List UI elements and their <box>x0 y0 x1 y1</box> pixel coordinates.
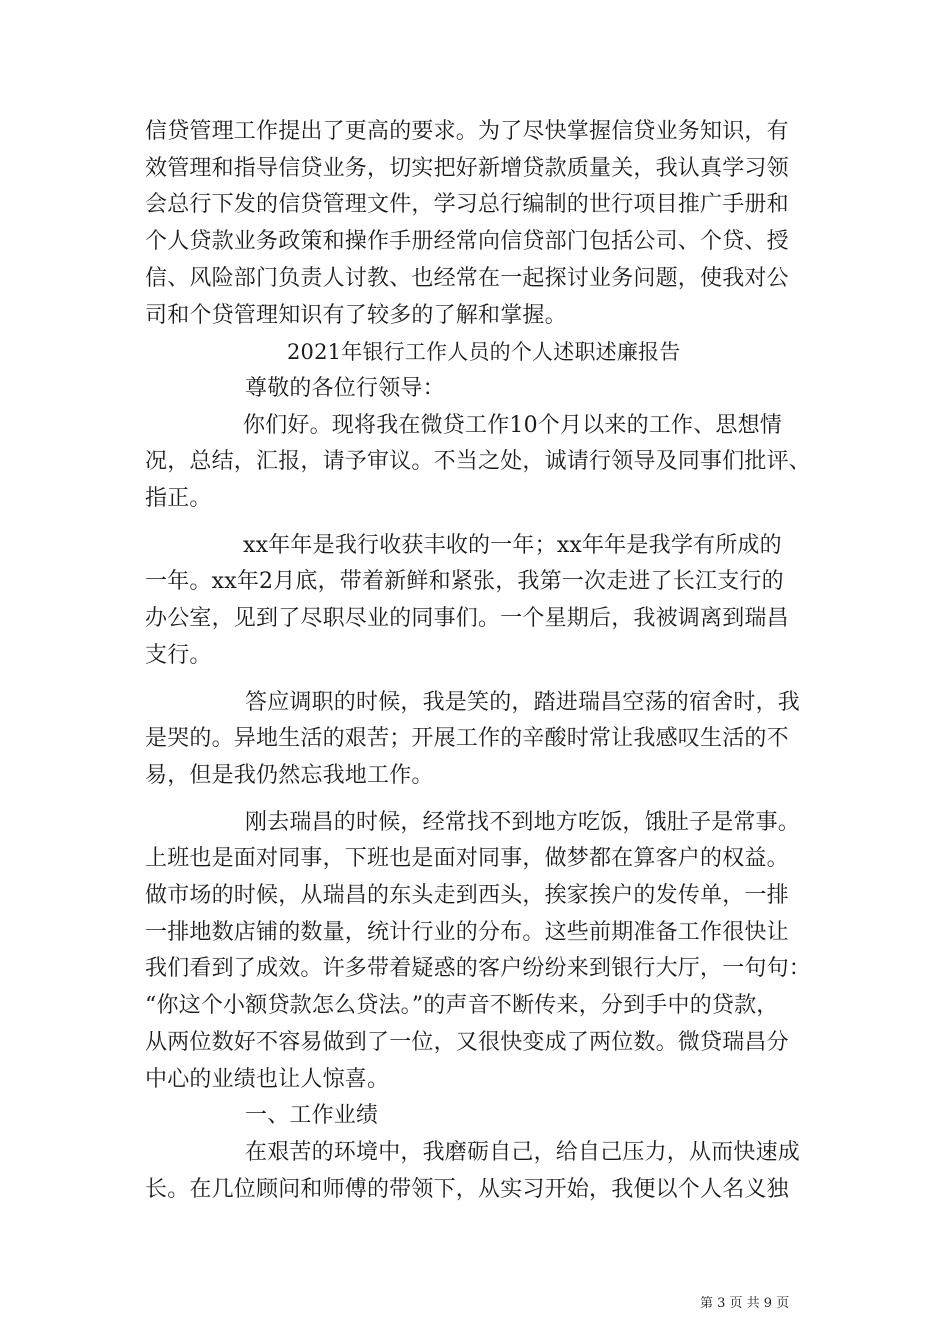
paragraph-gap <box>145 518 825 528</box>
text-line: 上班也是面对同事，下班也是面对同事，做梦都在算客户的权益。 <box>145 846 789 872</box>
text-line: 易，但是我仍然忘我地工作。 <box>145 762 434 788</box>
text-line: 指正。 <box>145 486 212 512</box>
text-line: 答应调职的时候，我是笑的，踏进瑞昌空荡的宿舍时，我 <box>245 689 801 715</box>
text-line: 我们看到了成效。许多带着疑惑的客户纷纷来到银行大厅，一句句： <box>145 956 812 982</box>
text-line: 在艰苦的环境中，我磨砺自己，给自己压力，从而快速成 <box>245 1139 801 1165</box>
text-line: 信贷管理工作提出了更高的要求。为了尽快掌握信贷业务知识，有 <box>145 119 789 144</box>
text-line: 刚去瑞昌的时候，经常找不到地方吃饭，饿肚子是常事。 <box>245 809 801 835</box>
text-line: 一年。xx年2月底，带着新鲜和紧张，我第一次走进了长江支行的 <box>145 569 784 595</box>
text-line: 会总行下发的信贷管理文件，学习总行编制的世行项目推广手册和 <box>145 192 789 218</box>
document-body <box>145 114 825 1208</box>
paragraph-gap <box>145 675 825 685</box>
page-number: 第 3 页 共 9 页 <box>700 1296 790 1311</box>
text-line: 个人贷款业务政策和操作手册经常向信贷部门包括公司、个贷、授 <box>145 229 789 255</box>
text-line: xx年年是我行收获丰收的一年；xx年年是我学有所成的 <box>243 532 782 558</box>
text-line: 你们好。现将我在微贷工作10个月以来的工作、思想情 <box>243 412 782 438</box>
text-line: 长。在几位顾问和师傅的带领下，从实习开始，我便以个人名义独 <box>145 1176 789 1202</box>
document-title: 2021年银行工作人员的个人述职述廉报告 <box>287 340 681 365</box>
text-line: 办公室，见到了尽职尽业的同事们。一个星期后，我被调离到瑞昌 <box>145 606 789 632</box>
text-line: 从两位数好不容易做到了一位，又很快变成了两位数。微贷瑞昌分 <box>145 1029 789 1055</box>
text-line: 做市场的时候，从瑞昌的东头走到西头，挨家挨户的发传单，一排 <box>145 883 789 909</box>
text-line: 效管理和指导信贷业务，切实把好新增贷款质量关，我认真学习领 <box>145 155 789 181</box>
text-line: 况，总结，汇报，请予审议。不当之处，诚请行领导及同事们批评、 <box>145 449 812 475</box>
text-line: “你这个小额贷款怎么贷法。”的声音不断传来，分到手中的贷款， <box>145 993 779 1019</box>
salutation: 尊敬的各位行领导： <box>245 375 445 401</box>
text-line: 司和个贷管理知识有了较多的了解和掌握。 <box>145 302 567 328</box>
text-line: 支行。 <box>145 642 212 668</box>
text-line: 中心的业绩也让人惊喜。 <box>145 1066 390 1092</box>
text-line: 信、风险部门负责人讨教、也经常在一起探讨业务问题，使我对公 <box>145 265 789 291</box>
text-line: 是哭的。异地生活的艰苦；开展工作的辛酸时常让我感叹生活的不 <box>145 726 789 752</box>
text-line: 一排地数店铺的数量，统计行业的分布。这些前期准备工作很快让 <box>145 919 789 945</box>
paragraph-gap <box>145 795 825 805</box>
section-heading: 一、工作业绩 <box>245 1103 379 1129</box>
